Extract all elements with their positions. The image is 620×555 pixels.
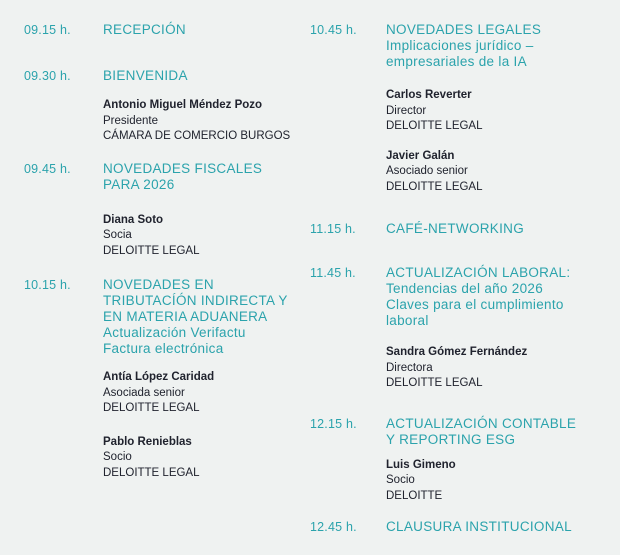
agenda-column-left	[24, 22, 310, 555]
speaker-organization: DELOITTE LEGAL	[386, 180, 483, 193]
session-title: NOVEDADES EN	[103, 277, 214, 292]
speaker-organization: DELOITTE	[386, 489, 443, 502]
session-time: 09.45 h.	[24, 161, 71, 176]
speaker-role: Asociada senior	[103, 386, 185, 399]
session-title: CAFÉ-NETWORKING	[386, 221, 524, 236]
session-tributacion-indirecta	[24, 277, 310, 481]
speaker-role: Presidente	[103, 114, 158, 127]
speaker-organization: DELOITTE LEGAL	[103, 466, 200, 479]
session-clausura	[310, 519, 610, 535]
speaker-name: Carlos Reverter	[386, 89, 472, 101]
session-title: BIENVENIDA	[103, 68, 188, 83]
speaker-list	[386, 345, 610, 392]
speaker-list	[103, 213, 310, 260]
session-title: NOVEDADES FISCALES	[103, 160, 263, 176]
speaker-name: Luis Gimeno	[386, 458, 456, 471]
session-subtitle: Factura electrónica	[103, 341, 224, 356]
speaker-list	[103, 98, 310, 145]
session-content	[386, 265, 610, 392]
speaker-role: Director	[386, 104, 427, 117]
speaker	[103, 213, 310, 260]
speaker-list	[386, 458, 610, 505]
speaker	[386, 345, 610, 392]
session-title: ACTUALIZACIÓN CONTABLE	[386, 415, 577, 431]
speaker	[386, 88, 610, 135]
session-novedades-fiscales	[24, 161, 310, 260]
speaker-name: Javier Galán	[386, 149, 455, 162]
session-title: ACTUALIZACIÓN LABORAL:	[386, 265, 571, 280]
speaker	[103, 98, 310, 145]
session-time: 12.15 h.	[310, 416, 357, 431]
session-title: CLAUSURA INSTITUCIONAL	[386, 519, 572, 534]
session-bienvenida	[24, 68, 310, 145]
session-content	[386, 221, 610, 237]
session-subtitle: Tendencias del año 2026	[386, 281, 544, 296]
speaker-name: Antonio Miguel Méndez Pozo	[103, 99, 263, 111]
session-subtitle: Implicaciones jurídico –	[386, 38, 534, 53]
speaker	[386, 149, 610, 196]
speaker-name: Antía López Caridad	[103, 371, 215, 383]
speaker-role: Asociado senior	[386, 165, 468, 177]
session-time: 10.45 h.	[310, 23, 357, 37]
speaker-role: Socia	[103, 229, 132, 241]
session-content	[386, 22, 610, 195]
session-subtitle: empresariales de la IA	[386, 54, 527, 69]
session-content	[386, 519, 610, 535]
speaker-organization: DELOITTE LEGAL	[103, 244, 200, 257]
speaker-list	[386, 88, 610, 195]
session-subtitle: Actualización Verifactu	[103, 325, 246, 340]
session-time: 11.45 h.	[310, 266, 356, 280]
session-time: 09.15 h.	[24, 23, 71, 37]
speaker-name: Pablo Renieblas	[103, 435, 192, 448]
session-title: Y REPORTING ESG	[386, 431, 516, 447]
session-subtitle: laboral	[386, 313, 429, 328]
speaker-role: Socio	[103, 451, 132, 463]
session-title: EN MATERIA ADUANERA	[103, 309, 268, 324]
session-time: 09.30 h.	[24, 69, 71, 83]
speaker-name: Diana Soto	[103, 213, 164, 226]
session-time: 12.45 h.	[310, 520, 357, 534]
speaker	[386, 458, 610, 505]
session-title: RECEPCIÓN	[103, 22, 186, 37]
speaker-organization: CÁMARA DE COMERCIO BURGOS	[103, 130, 291, 142]
session-recepcion	[24, 22, 310, 38]
speaker	[103, 370, 310, 417]
speaker-role: Directora	[386, 361, 433, 374]
session-novedades-legales	[310, 22, 610, 195]
session-actualizacion-laboral	[310, 265, 610, 392]
session-subtitle: Claves para el cumplimiento	[386, 297, 564, 312]
speaker-list	[103, 370, 310, 481]
session-time: 11.15 h.	[310, 222, 356, 236]
session-title: PARA 2026	[103, 176, 175, 192]
speaker-organization: DELOITTE LEGAL	[103, 402, 200, 414]
session-content	[386, 416, 610, 505]
speaker-organization: DELOITTE LEGAL	[386, 377, 483, 389]
speaker	[103, 435, 310, 482]
session-actualizacion-contable	[310, 416, 610, 505]
session-content	[103, 277, 310, 481]
session-content	[103, 22, 310, 38]
session-time: 10.15 h.	[24, 278, 71, 292]
agenda-column-right	[310, 22, 610, 555]
speaker-organization: DELOITTE LEGAL	[386, 120, 483, 132]
session-content	[103, 68, 310, 145]
session-content	[103, 161, 310, 260]
session-title: TRIBUTACÍÓN INDIRECTA Y	[103, 293, 288, 308]
session-cafe-networking	[310, 221, 610, 237]
session-title: NOVEDADES LEGALES	[386, 22, 542, 37]
speaker-name: Sandra Gómez Fernández	[386, 346, 528, 358]
speaker-role: Socio	[386, 474, 415, 486]
